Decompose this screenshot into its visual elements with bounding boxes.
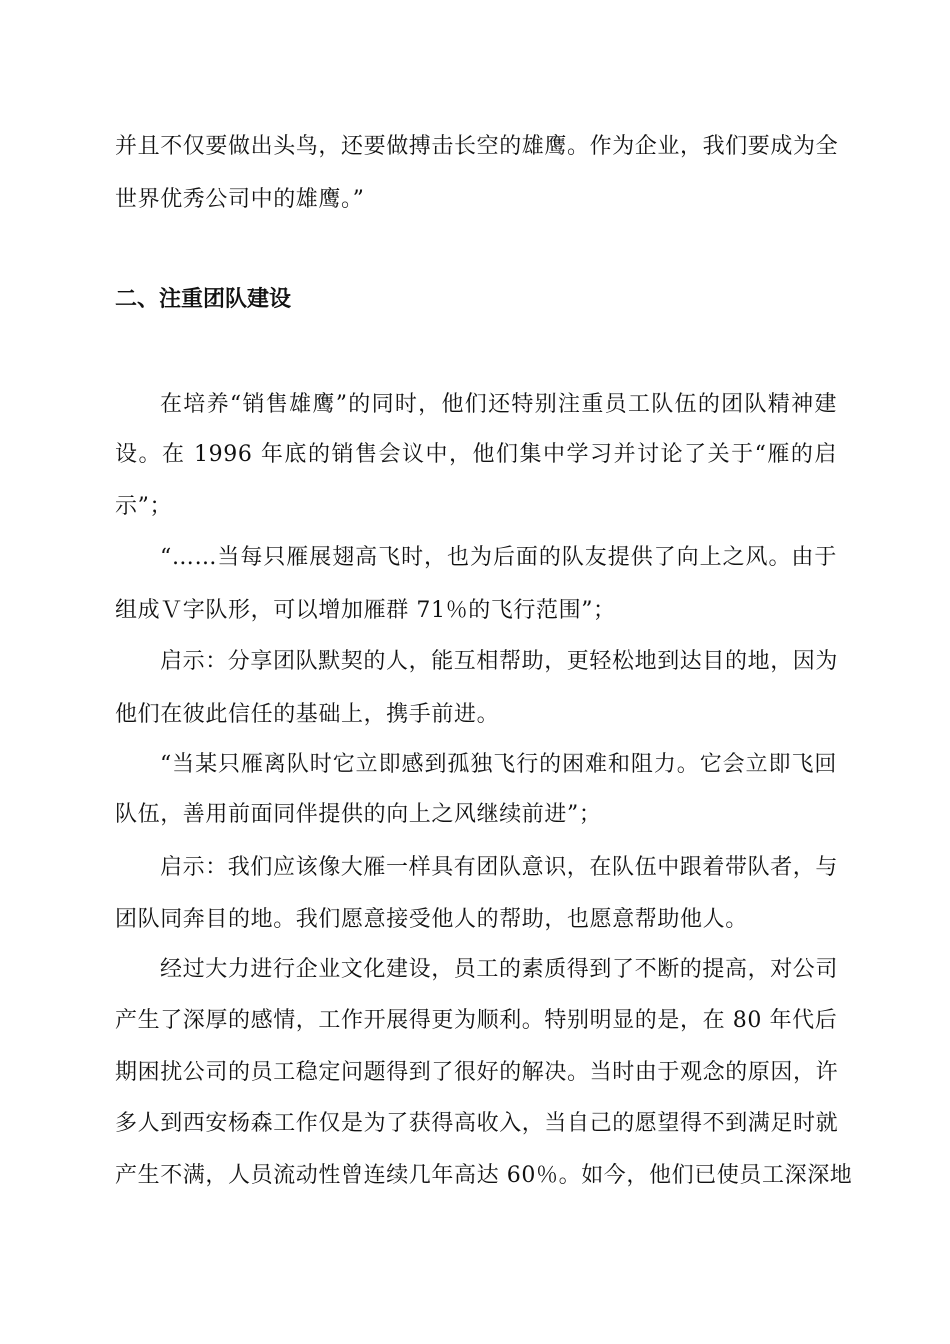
paragraph-3-line-2: 他们在彼此信任的基础上，携手前进。 bbox=[115, 702, 500, 727]
paragraph-1-line-2: 设。在 1996 年底的销售会议中，他们集中学习并讨论了关于“雁的启 bbox=[115, 442, 837, 467]
paragraph-6-line-5: 产生不满，人员流动性曾连续几年高达 60％。如今，他们已使员工深深地 bbox=[115, 1163, 853, 1188]
paragraph-2-line-2: 组成Ｖ字队形，可以增加雁群 71％的飞行范围”； bbox=[115, 598, 616, 623]
paragraph-6-line-3: 期困扰公司的员工稳定问题得到了很好的解决。当时由于观念的原因，许 bbox=[115, 1060, 839, 1085]
paragraph-5-line-2: 团队同奔目的地。我们愿意接受他人的帮助，也愿意帮助他人。 bbox=[115, 907, 748, 932]
paragraph-6-line-1: 经过大力进行企业文化建设，员工的素质得到了不断的提高，对公司 bbox=[160, 957, 839, 982]
intro-line-2: 世界优秀公司中的雄鹰。” bbox=[115, 187, 365, 212]
paragraph-1-line-3: 示”； bbox=[115, 494, 173, 519]
paragraph-5-line-1: 启示：我们应该像大雁一样具有团队意识，在队伍中跟着带队者，与 bbox=[160, 855, 839, 880]
paragraph-6-line-4: 多人到西安杨森工作仅是为了获得高收入，当自己的愿望得不到满足时就 bbox=[115, 1111, 839, 1136]
paragraph-1-line-1: 在培养“销售雄鹰”的同时，他们还特别注重员工队伍的团队精神建 bbox=[160, 392, 837, 417]
section-heading: 二、注重团队建设 bbox=[115, 287, 292, 312]
paragraph-2-line-1: “……当每只雁展翅高飞时，也为后面的队友提供了向上之风。由于 bbox=[160, 545, 837, 570]
paragraph-4-line-1: “当某只雁离队时它立即感到孤独飞行的困难和阻力。它会立即飞回 bbox=[160, 752, 837, 777]
intro-line-1: 并且不仅要做出头鸟，还要做搏击长空的雄鹰。作为企业，我们要成为全 bbox=[115, 134, 839, 159]
paragraph-6-line-2: 产生了深厚的感情，工作开展得更为顺利。特别明显的是，在 80 年代后 bbox=[115, 1008, 838, 1033]
paragraph-3-line-1: 启示：分享团队默契的人，能互相帮助，更轻松地到达目的地，因为 bbox=[160, 649, 839, 674]
paragraph-4-line-2: 队伍，善用前面同伴提供的向上之风继续前进”； bbox=[115, 802, 602, 827]
